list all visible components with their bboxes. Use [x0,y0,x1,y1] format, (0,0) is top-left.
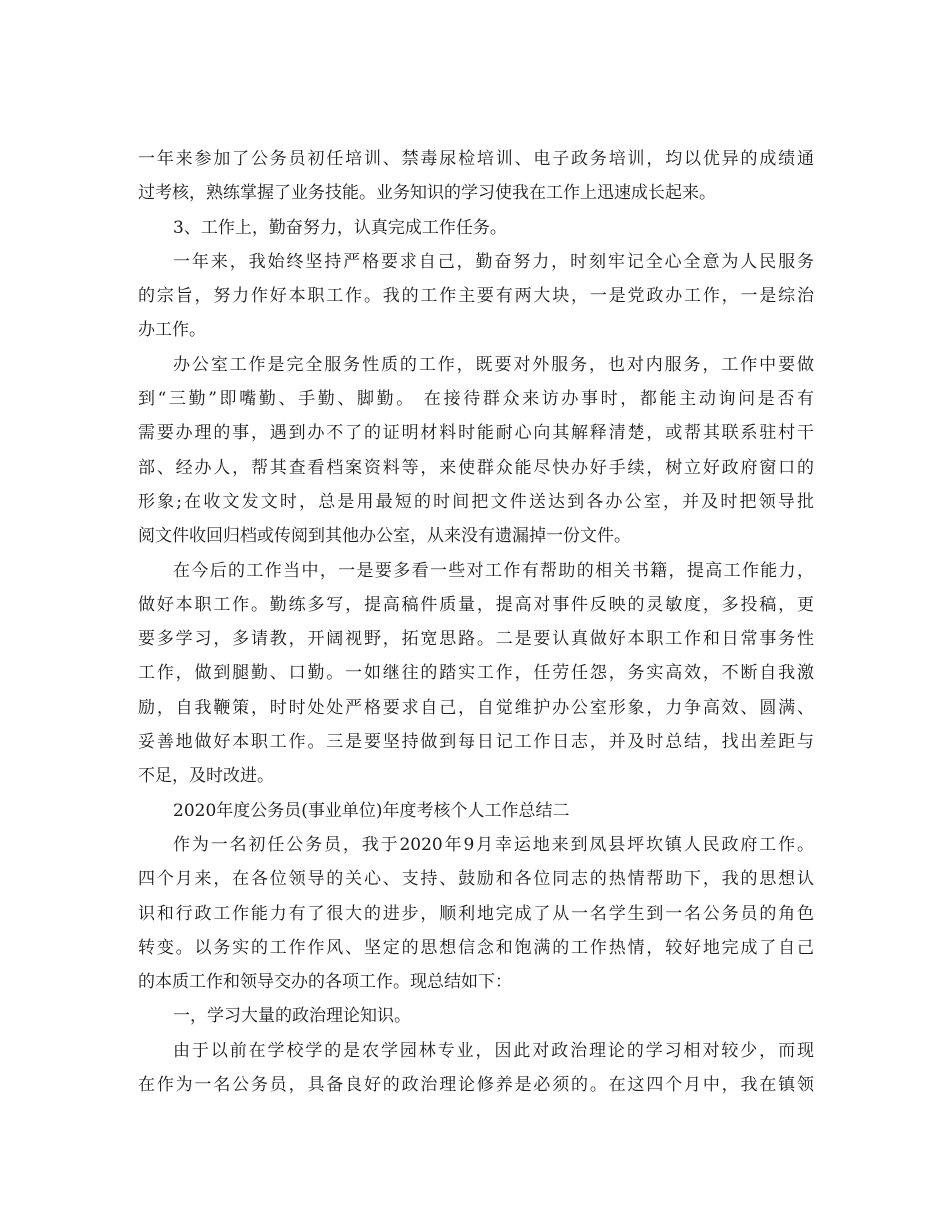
text-line: 工作，做到腿勤、口勤。一如继往的踏实工作，任劳任怨，务实高效，不断自我激 [138,663,814,684]
text-line: 识和行政工作能力有了很大的进步，顺利地完成了从一名学生到一名公务员的角色 [138,903,814,924]
text-line: 在今后的工作当中，一是要多看一些对工作有帮助的相关书籍，提高工作能力， [173,560,814,581]
text-line: 形象;在收文发文时，总是用最短的时间把文件送达到各办公室，并及时把领导批 [138,491,814,512]
text-line: 一年来参加了公务员初任培训、禁毒尿检培训、电子政务培训，均以优异的成绩通 [138,149,814,169]
text-line: 办工作。 [138,320,206,341]
text-line: 一年来，我始终坚持严格要求自己，勤奋努力，时刻牢记全心全意为人民服务 [173,251,814,272]
text-line: 妥善地做好本职工作。三是要坚持做到每日记工作日志，并及时总结，找出差距与 [138,732,814,753]
text-line: 办公室工作是完全服务性质的工作，既要对外服务，也对内服务，工作中要做 [173,354,814,375]
text-line: 需要办理的事，遇到办不了的证明材料时能耐心向其解释清楚，或帮其联系驻村干 [138,423,814,444]
text-line: 到“三勤”即嘴勤、手勤、脚勤。 在接待群众来访办事时，都能主动询问是否有 [138,389,814,410]
text-line: 做好本职工作。勤练多写，提高稿件质量，提高对事件反映的灵敏度，多投稿，更 [138,594,814,615]
text-line: 的本质工作和领导交办的各项工作。现总结如下： [138,972,512,993]
text-line: 励，自我鞭策，时时处处严格要求自己，自觉维护办公室形象，力争高效、圆满、 [138,697,814,718]
text-line: 要多学习，多请教，开阔视野，拓宽思路。二是要认真做好本职工作和日常事务性 [138,629,814,650]
text-line: 由于以前在学校学的是农学园林专业，因此对政治理论的学习相对较少，而现 [173,1040,814,1061]
text-line: 四个月来，在各位领导的关心、支持、鼓励和各位同志的热情帮助下，我的思想认 [138,869,814,890]
text-line: 的宗旨，努力作好本职工作。我的工作主要有两大块，一是党政办工作，一是综治 [138,286,814,307]
text-line: 不足，及时改进。 [138,766,274,787]
text-line: 部、经办人，帮其查看档案资料等，来使群众能尽快办好手续，树立好政府窗口的 [138,457,814,478]
document-body [138,142,814,1102]
text-line: 2020年度公务员(事业单位)年度考核个人工作总结二 [173,800,570,821]
text-line: 过考核，熟练掌握了业务技能。业务知识的学习使我在工作上迅速成长起来。 [138,183,716,204]
text-line: 一，学习大量的政治理论知识。 [173,1006,411,1027]
text-line: 在作为一名公务员，具备良好的政治理论修养是必须的。在这四个月中，我在镇领 [138,1075,814,1096]
text-line: 转变。以务实的工作作风、坚定的思想信念和饱满的工作热情，较好地完成了自己 [138,937,814,958]
text-line: 3、工作上，勤奋努力，认真完成工作任务。 [173,217,507,238]
text-line: 阅文件收回归档或传阅到其他办公室，从来没有遗漏掉一份文件。 [138,526,631,547]
text-line: 作为一名初任公务员，我于2020年9月幸运地来到凤县坪坎镇人民政府工作。 [173,834,814,855]
